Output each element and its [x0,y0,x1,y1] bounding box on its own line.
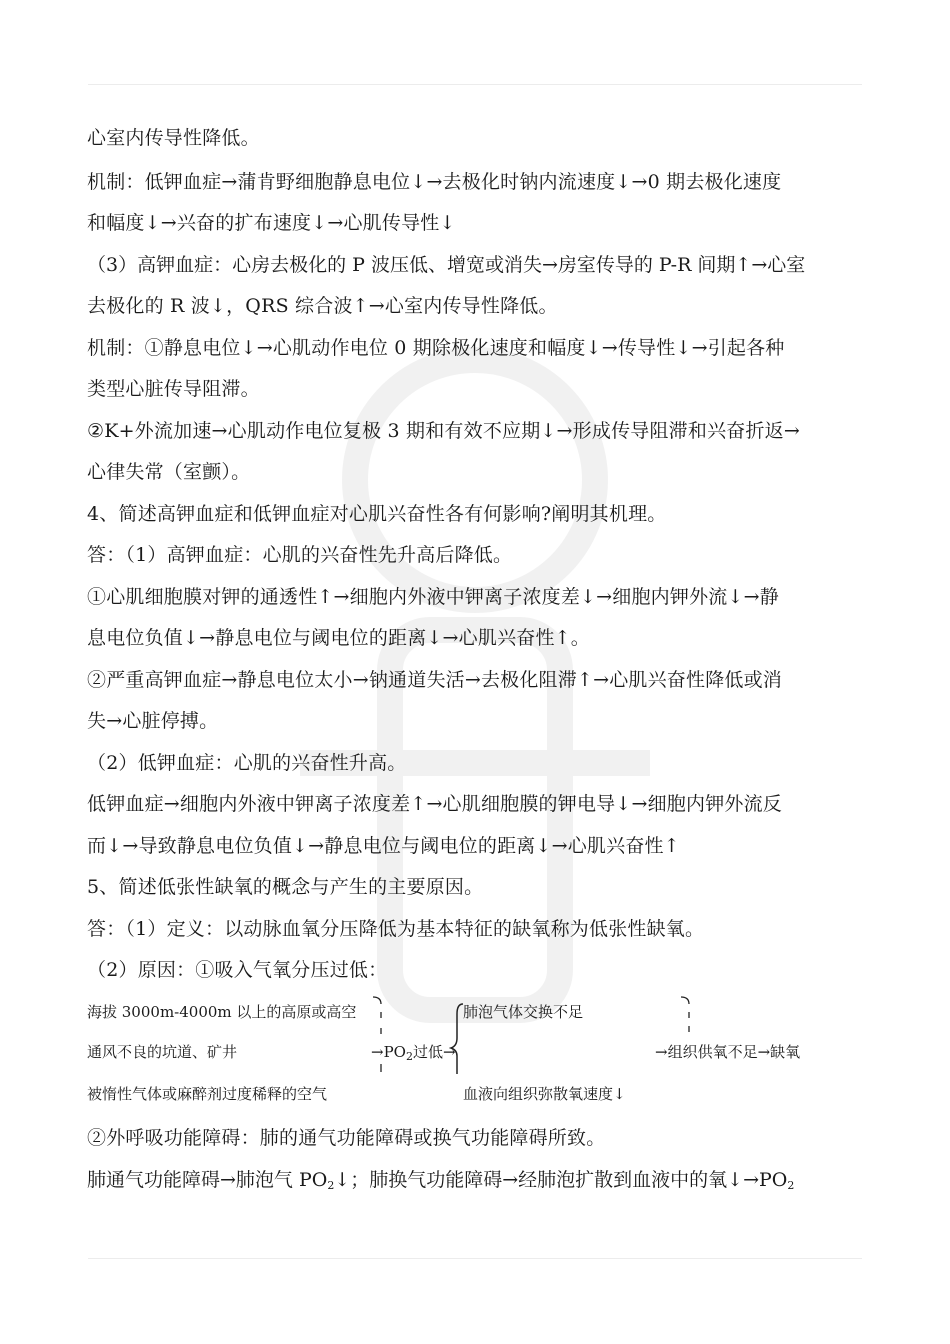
text-line-6: 机制：①静息电位↓→心肌动作电位 0 期除极化速度和幅度↓→传导性↓→引起各种 [87,337,785,359]
header-rule [88,84,862,85]
text-line-8: ②K+外流加速→心肌动作电位复极 3 期和有效不应期↓→形成传导阻滞和兴奋折返→ [87,420,800,442]
hypoxia-cause-diagram [87,992,867,1122]
text-line-15: 失→心脏停搏。 [87,710,219,732]
cause-diluted-air: 被惰性气体或麻醉剂过度稀释的空气 [87,1085,328,1103]
text-line-13: 息电位负值↓→静息电位与阈电位的距离↓→心肌兴奋性↑。 [87,627,591,649]
text-line-16: （2）低钾血症：心肌的兴奋性升高。 [87,752,407,774]
text-line-ventilation: 肺通气功能障碍→肺泡气 $PO_2↓$；肺换气功能障碍→经肺泡扩散到血液中的氧$↓\to PO_2$ [87,1169,795,1192]
footer-rule [88,1258,862,1259]
effect-oxygen-diffusion: 血液向组织弥散氧速度↓ [463,1085,626,1103]
right-bracket-icon [369,994,389,1084]
text-line-14: ②严重高钾血症→静息电位太小→钠通道失活→去极化阻滞↑→心肌兴奋性降低或消 [87,669,783,691]
question-5-heading: 5、简述低张性缺氧的概念与产生的主要原因。 [87,876,484,898]
text-line-5: 去极化的 R 波↓，QRS 综合波↑→心室内传导性降低。 [87,295,558,317]
text-line-9: 心律失常（室颤）。 [87,461,251,483]
text-line-18: 而↓→导致静息电位负值↓→静息电位与阈电位的距离↓→心肌兴奋性↑ [87,835,680,857]
text-line-11: 答：（1）高钾血症：心肌的兴奋性先升高后降低。 [87,544,513,566]
text-line-2: 机制：低钾血症→蒲肯野细胞静息电位↓→去极化时钠内流速度↓→0 期去极化速度 [87,171,782,193]
text-line-1: 心室内传导性降低。 [87,127,260,149]
text-line-17: 低钾血症→细胞内外液中钾离子浓度差↑→心肌细胞膜的钾电导↓→细胞内钾外流反 [87,793,783,815]
result-hypoxia: →组织供氧不足→缺氧 [655,1043,801,1061]
text-line-20: 答：（1）定义：以动脉血氧分压降低为基本特征的缺氧称为低张性缺氧。 [87,918,705,940]
text-line-3: 和幅度↓→兴奋的扩布速度↓→心肌传导性↓ [87,212,456,234]
cause-poor-ventilation: 通风不良的坑道、矿井 [87,1043,238,1061]
text-line-7: 类型心脏传导阻滞。 [87,378,260,400]
question-4-heading: 4、简述高钾血症和低钾血症对心肌兴奋性各有何影响?阐明其机理。 [87,503,667,525]
text-line-4: （3）高钾血症：心房去极化的 P 波压低、增宽或消失→房室传导的 P-R 间期↑→心室 [87,254,806,276]
text-line-21: （2）原因：①吸入气氧分压过低： [87,959,388,981]
effect-alveolar-exchange: 肺泡气体交换不足 [463,1003,584,1021]
po2-low-label: $\to PO_2$过低→ [371,1043,456,1063]
text-line-external-respiration: ②外呼吸功能障碍：肺的通气功能障碍或换气功能障碍所致。 [87,1127,606,1149]
cause-high-altitude: 海拔 3000m-4000m 以上的高原或高空 [87,1003,357,1021]
text-line-12: ①心肌细胞膜对钾的通透性↑→细胞内外液中钾离子浓度差↓→细胞内钾外流↓→静 [87,586,779,608]
